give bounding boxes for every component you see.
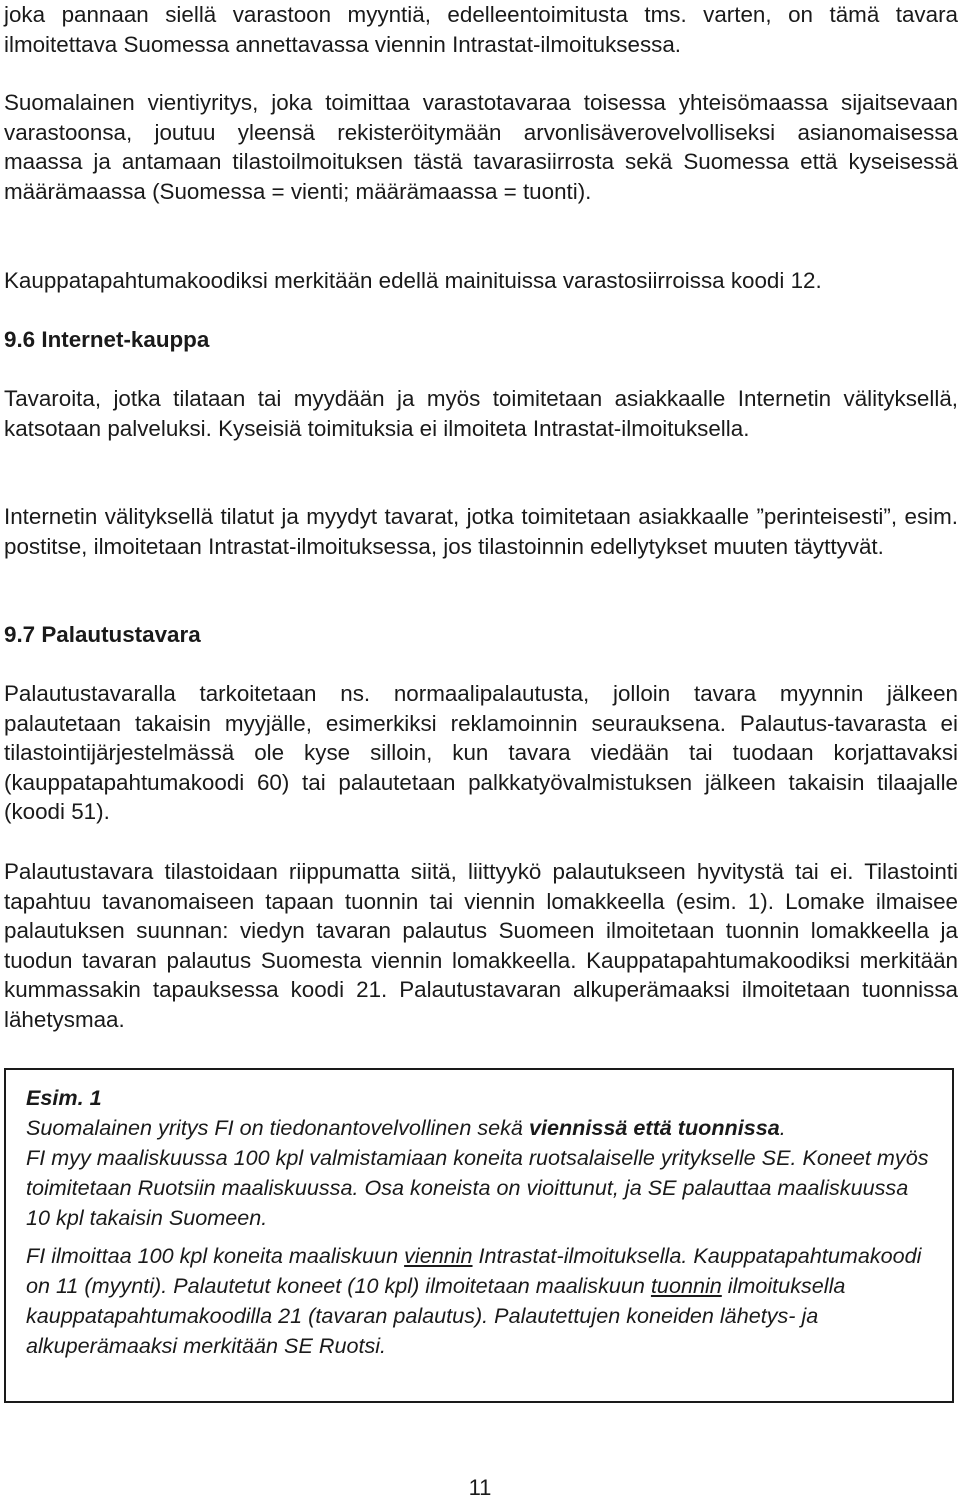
heading-palautustavara: 9.7 Palautustavara	[4, 622, 201, 647]
page-number: 11	[468, 1475, 492, 1500]
paragraph-internet-services: Tavaroita, jotka tilataan tai myydään ja myös toimitetaan asiakkaalle Internetin välityksellä, katsotaan palveluksi. Kyseisiä toimituksia ei ilmoiteta Intrastat-ilmoituksella.	[4, 386, 958, 441]
heading-internet-kauppa: 9.6 Internet-kauppa	[4, 327, 210, 352]
example-emphasis: viennissä että tuonnissa	[528, 1115, 780, 1140]
example-text: Suomalainen yritys FI on tiedonantovelvollinen sekä	[26, 1115, 529, 1140]
example-box	[4, 1068, 954, 1403]
paragraph-transaction-code: Kauppatapahtumakoodiksi merkitään edellä mainituissa varastosiirroissa koodi 12.	[4, 268, 822, 293]
example-line-reporting	[26, 1241, 938, 1361]
example-line-obligation	[26, 1113, 938, 1143]
example-title: Esim. 1	[26, 1085, 102, 1110]
example-text: FI ilmoittaa 100 kpl koneita maaliskuun	[26, 1243, 405, 1268]
example-underlined-export: viennin	[404, 1243, 473, 1268]
paragraph-export-company: Suomalainen vientiyritys, joka toimittaa varastotavaraa toisessa yhteisömaassa sijaitsevaan varastoonsa, joutuu yleensä rekisteröitymään arvonlisäverovelvolliseksi asianomaisessa maassa ja antamaan tilastoilmoituksen tästä tavarasiirrosta sekä Suomessa että kyseisessä määrämaassa (Suomessa = vienti; määrämaassa = tuonti).	[4, 90, 958, 204]
example-underlined-import: tuonnin	[650, 1273, 722, 1298]
example-line-sale: FI myy maaliskuussa 100 kpl valmistamiaan koneita ruotsalaiselle yritykselle SE. Koneet myös toimitetaan Ruotsiin maaliskuussa. Osa koneista on vioittunut, ja SE palauttaa maaliskuussa 10 kpl takaisin Suomeen.	[26, 1145, 929, 1230]
paragraph-return-definition: Palautustavaralla tarkoitetaan ns. normaalipalautusta, jolloin tavara myynnin jälkeen palautetaan takaisin myyjälle, esimerkiksi reklamoinnin seurauksena. Palautus-tavarasta ei tilastointijärjestelmässä ole kyse silloin, kun tavara viedään tai tuodaan korjattavaksi (kauppatapahtumakoodi 60) tai palautetaan palkkatyövalmistuksen jälkeen takaisin tilaajalle (koodi 51).	[4, 681, 958, 825]
paragraph-internet-goods: Internetin välityksellä tilatut ja myydyt tavarat, jotka toimitetaan asiakkaalle ”perinteisesti”, esim. postitse, ilmoitetaan Intrastat-ilmoituksessa, jos tilastoinnin edellytykset muuten täyttyvät.	[4, 504, 958, 559]
example-text: .	[779, 1115, 786, 1140]
example-text: ilmoituksella kauppatapahtumakoodilla 21 (tavaran palautus). Palautettujen koneiden lähetys- ja alkuperämaaksi merkitään SE Ruotsi.	[26, 1273, 846, 1358]
example-text: Intrastat-ilmoituksella. Kauppatapahtumakoodi on 11 (myynti). Palautetut koneet (10 kpl) ilmoitetaan maaliskuun	[26, 1243, 922, 1298]
paragraph-intro-continued: joka pannaan siellä varastoon myyntiä, edelleentoimitusta tms. varten, on tämä tavara ilmoitettava Suomessa annettavassa viennin Intrastat-ilmoituksessa.	[4, 2, 958, 57]
paragraph-return-statistics: Palautustavara tilastoidaan riippumatta siitä, liittyykö palautukseen hyvitystä tai ei. Tilastointi tapahtuu tavanomaiseen tapaan tuonnin tai viennin lomakkeella (esim. 1). Lomake ilmaisee palautuksen suunnan: viedyn tavaran palautus Suomeen ilmoitetaan tuonnin lomakkeella ja tuodun tavaran palautus Suomesta viennin lomakkeella. Kauppatapahtumakoodiksi merkitään kummassakin tapauksessa koodi 21. Palautustavaran alkuperämaaksi ilmoitetaan tuonnissa lähetysmaa.	[4, 859, 958, 1032]
